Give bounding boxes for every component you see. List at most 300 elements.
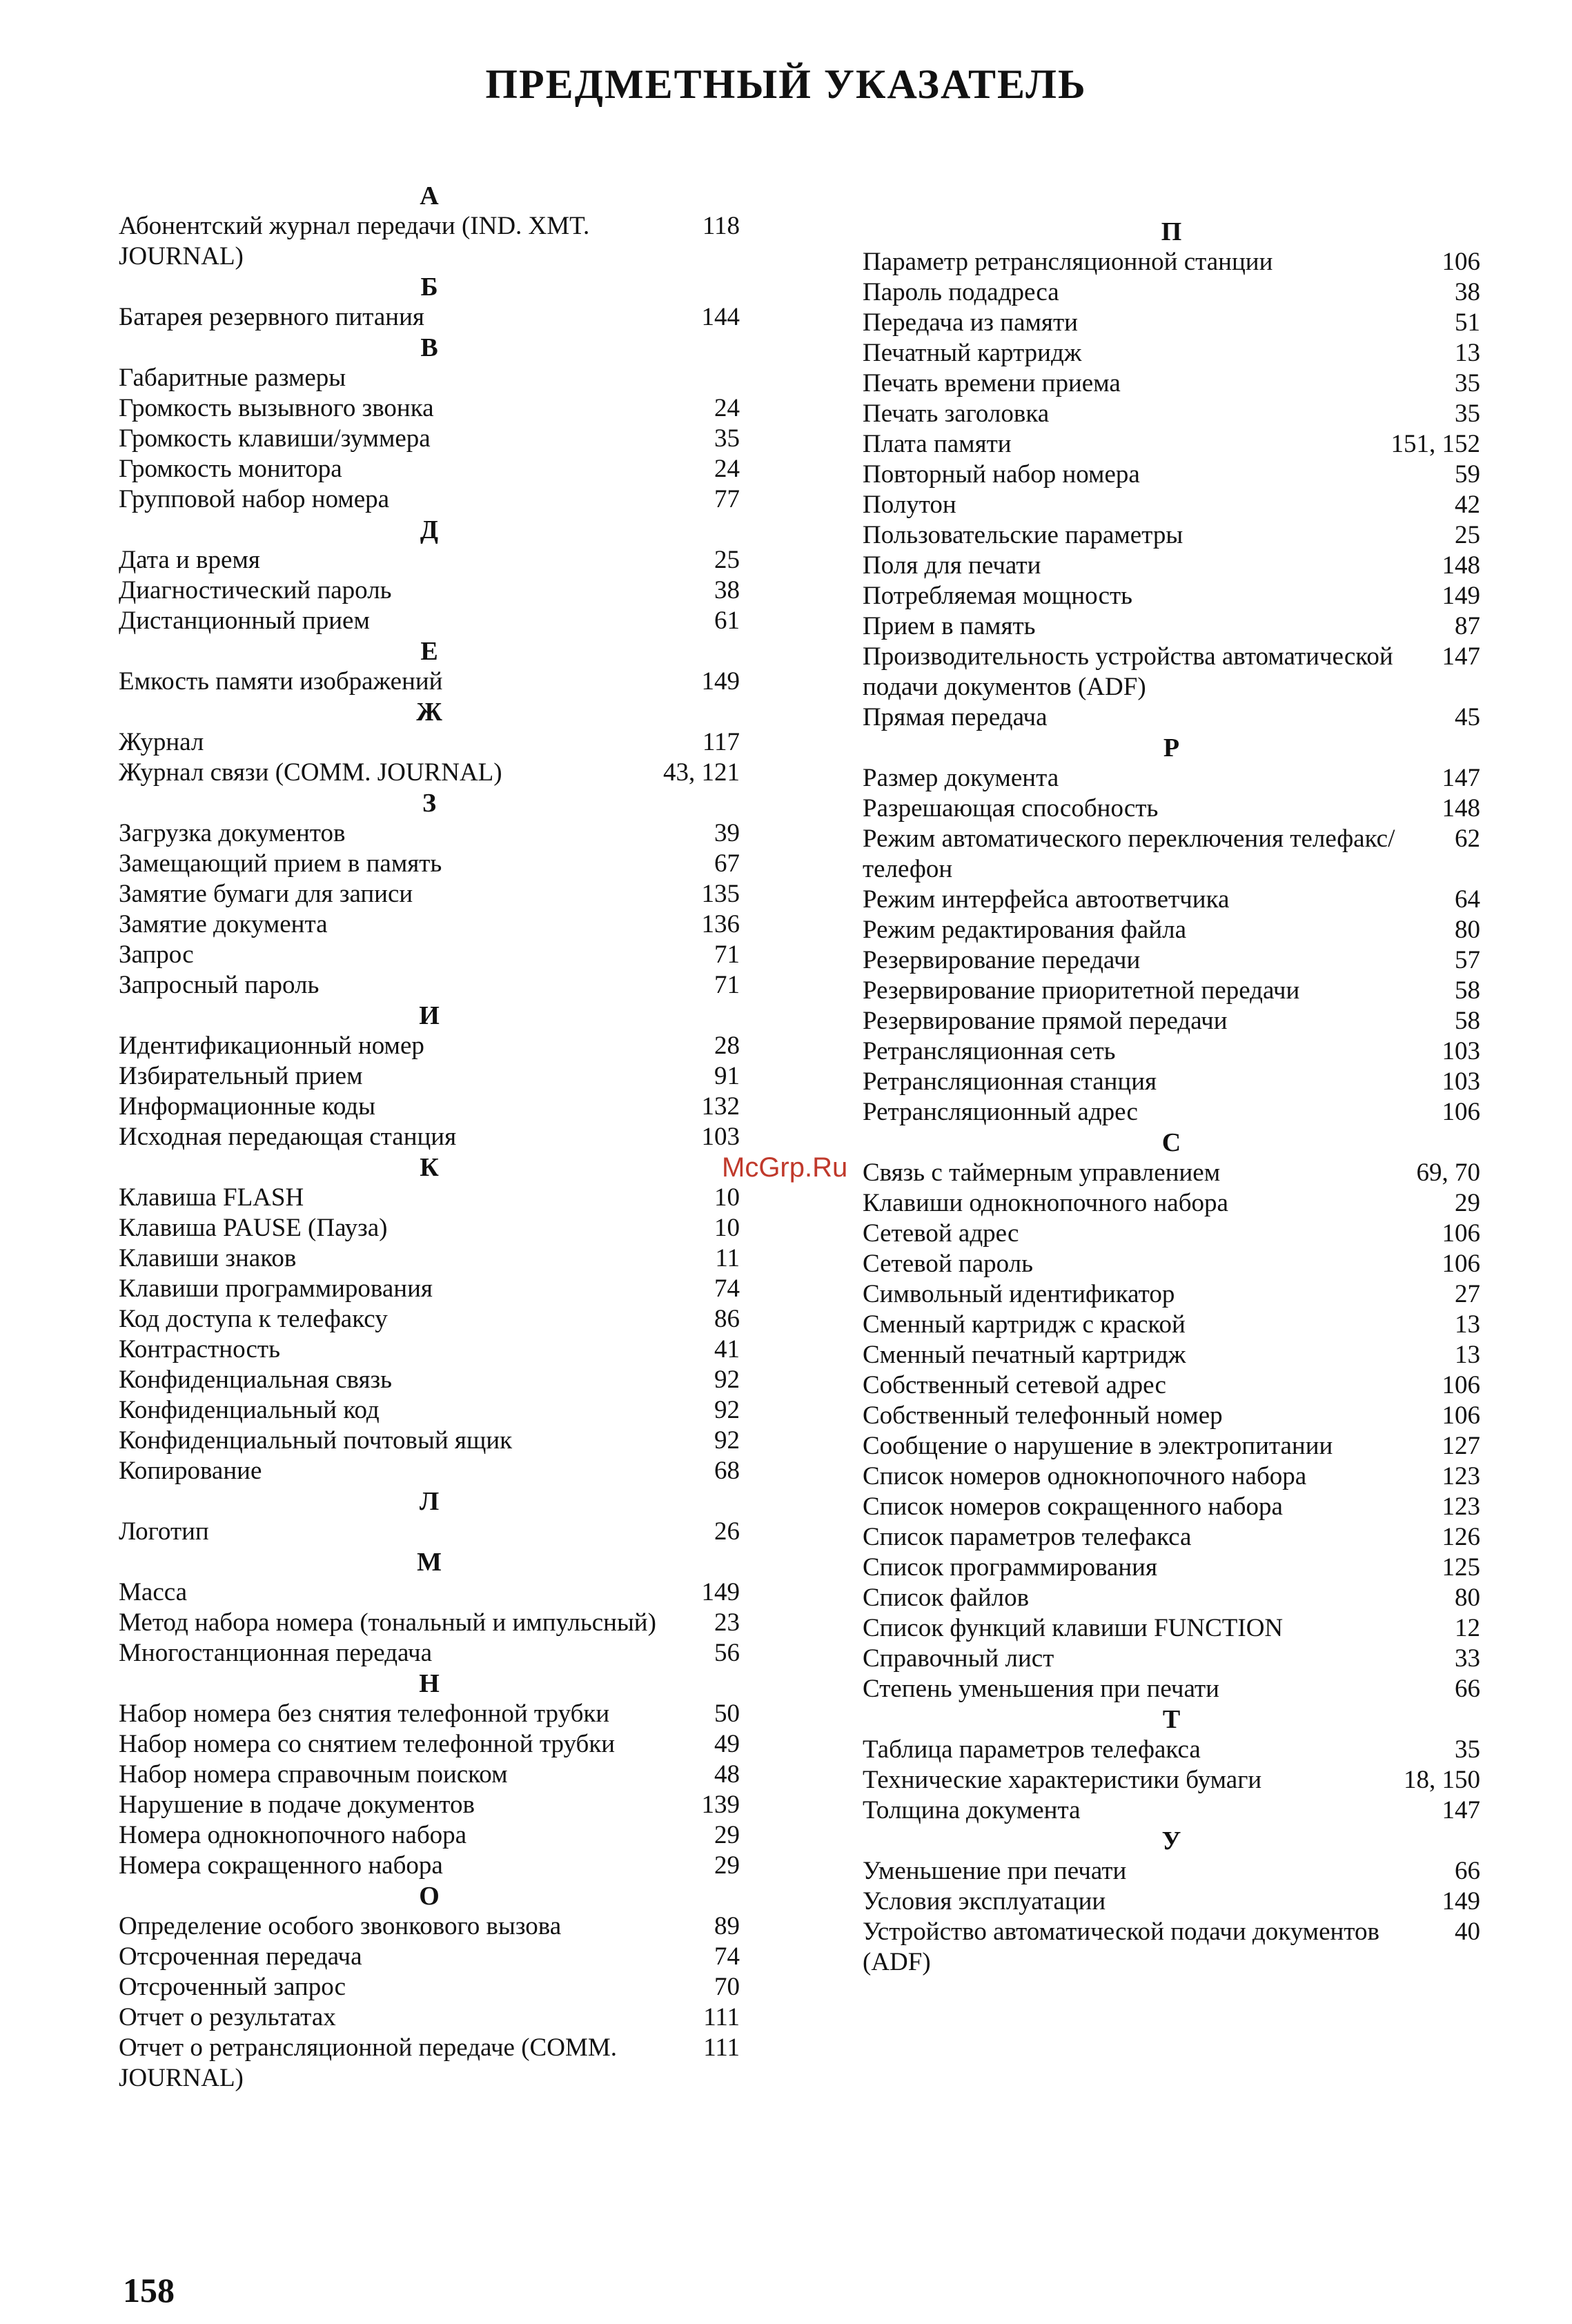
index-column-right — [863, 217, 1480, 1978]
index-entry — [863, 1765, 1480, 1795]
entry-pages: 71 — [714, 971, 740, 999]
entry-term: Клавиша FLASH — [119, 1183, 304, 1212]
entry-pages: 58 — [1455, 1007, 1480, 1035]
entry-term: Дистанционный прием — [119, 607, 370, 635]
entry-pages: 149 — [1442, 582, 1480, 610]
index-entry — [863, 1279, 1480, 1310]
index-entry — [119, 1911, 740, 1942]
section-letter: О — [419, 1882, 440, 1911]
entry-pages: 51 — [1455, 308, 1480, 337]
index-entry — [863, 1917, 1480, 1978]
entry-term: Диагностический пароль — [119, 576, 392, 604]
entry-term: Таблица параметров телефакса — [863, 1735, 1201, 1764]
entry-pages: 92 — [714, 1396, 740, 1424]
index-entry — [119, 1729, 740, 1760]
entry-term: Номера сокращенного набора — [119, 1851, 443, 1880]
entry-pages: 68 — [714, 1457, 740, 1485]
index-entry — [119, 484, 740, 515]
entry-pages: 71 — [714, 941, 740, 969]
index-entry — [863, 611, 1480, 642]
entry-term: Плата памяти — [863, 430, 1012, 458]
index-section — [119, 1881, 740, 2094]
section-letter: М — [417, 1548, 442, 1577]
entry-pages: 77 — [714, 485, 740, 513]
entry-pages: 70 — [714, 1973, 740, 2001]
entry-term: Режим автоматического переключения телефакс/телефон — [863, 825, 1395, 883]
index-entry — [119, 879, 740, 909]
index-entry — [119, 606, 740, 636]
entry-term: Загрузка документов — [119, 819, 346, 847]
entry-pages: 147 — [1442, 642, 1480, 671]
index-section — [119, 697, 740, 788]
entry-pages: 91 — [714, 1062, 740, 1090]
entry-term: Запросный пароль — [119, 971, 320, 999]
index-entry — [119, 1395, 740, 1426]
entry-pages: 111 — [703, 2034, 740, 2062]
entry-pages: 13 — [1455, 1341, 1480, 1369]
entry-pages: 25 — [1455, 521, 1480, 549]
index-entry — [863, 824, 1480, 885]
entry-term: Производительность устройства автоматической подачи документов (ADF) — [863, 642, 1393, 701]
index-entry — [119, 1213, 740, 1243]
entry-term: Резервирование прямой передачи — [863, 1007, 1228, 1035]
entry-term: Список файлов — [863, 1584, 1030, 1612]
index-entry — [119, 1456, 740, 1486]
index-section — [119, 1001, 740, 1152]
entry-pages: 151, 152 — [1391, 430, 1480, 458]
index-entry — [119, 849, 740, 879]
index-entry — [119, 1274, 740, 1304]
index-entry — [863, 915, 1480, 945]
entry-term: Конфиденциальный код — [119, 1396, 380, 1424]
entry-term: Резервирование передачи — [863, 946, 1141, 974]
entry-pages: 10 — [714, 1214, 740, 1242]
entry-term: Определение особого звонкового вызова — [119, 1912, 562, 1940]
entry-term: Сетевой пароль — [863, 1250, 1033, 1278]
entry-term: Пользовательские параметры — [863, 521, 1183, 549]
entry-term: Собственный сетевой адрес — [863, 1371, 1166, 1399]
entry-pages: 35 — [714, 424, 740, 453]
entry-pages: 48 — [714, 1760, 740, 1789]
entry-term: Сообщение о нарушение в электропитании — [863, 1432, 1333, 1460]
entry-pages: 67 — [714, 849, 740, 878]
entry-term: Устройство автоматической подачи документов (ADF) — [863, 1918, 1379, 1976]
entry-pages: 139 — [701, 1791, 740, 1819]
entry-pages: 106 — [1442, 1371, 1480, 1399]
watermark: McGrp.Ru — [722, 1152, 848, 1183]
entry-pages: 57 — [1455, 946, 1480, 974]
index-entry — [863, 976, 1480, 1006]
entry-pages: 42 — [1455, 491, 1480, 519]
entry-term: Условия эксплуатации — [863, 1887, 1106, 1916]
section-letter: Б — [420, 273, 438, 302]
entry-pages: 148 — [1442, 551, 1480, 580]
entry-pages: 24 — [714, 394, 740, 422]
entry-term: Замещающий прием в память — [119, 849, 442, 878]
entry-term: Габаритные размеры — [119, 364, 346, 392]
entry-term: Громкость монитора — [119, 455, 342, 483]
index-entry — [119, 1426, 740, 1456]
entry-pages: 24 — [714, 455, 740, 483]
entry-term: Клавиши однокнопочного набора — [863, 1189, 1228, 1217]
entry-pages: 149 — [701, 667, 740, 696]
section-letter: Е — [420, 637, 438, 666]
entry-term: Список параметров телефакса — [863, 1523, 1192, 1551]
entry-term: Уменьшение при печати — [863, 1857, 1127, 1885]
entry-pages: 50 — [714, 1700, 740, 1728]
index-entry — [863, 1310, 1480, 1340]
index-entry — [863, 1674, 1480, 1704]
entry-pages: 26 — [714, 1517, 740, 1546]
index-entry — [863, 1795, 1480, 1826]
entry-pages: 13 — [1455, 1310, 1480, 1339]
entry-term: Отчет о результатах — [119, 2003, 336, 2031]
index-entry — [863, 277, 1480, 308]
entry-pages: 66 — [1455, 1675, 1480, 1703]
index-entry — [863, 1188, 1480, 1219]
entry-term: Избирательный прием — [119, 1062, 363, 1090]
index-entry — [863, 1461, 1480, 1492]
index-entry — [119, 363, 740, 393]
index-entry — [119, 1760, 740, 1790]
index-entry — [119, 909, 740, 940]
index-entry — [863, 702, 1480, 733]
entry-term: Отсроченный запрос — [119, 1973, 346, 2001]
entry-term: Прием в память — [863, 612, 1036, 640]
index-section — [863, 733, 1480, 1127]
entry-term: Параметр ретрансляционной станции — [863, 248, 1273, 276]
entry-pages: 106 — [1442, 1219, 1480, 1248]
index-entry — [119, 970, 740, 1001]
entry-term: Список функций клавиши FUNCTION — [863, 1614, 1284, 1642]
section-letter: С — [1161, 1128, 1181, 1157]
entry-pages: 10 — [714, 1183, 740, 1212]
entry-pages: 11 — [715, 1244, 740, 1272]
entry-term: Журнал — [119, 728, 204, 756]
index-entry — [119, 575, 740, 606]
entry-term: Печать времени приема — [863, 369, 1121, 397]
section-letter: У — [1161, 1826, 1181, 1855]
entry-pages: 23 — [714, 1608, 740, 1637]
entry-term: Копирование — [119, 1457, 262, 1485]
entry-term: Замятие бумаги для записи — [119, 880, 413, 908]
entry-pages: 106 — [1442, 1250, 1480, 1278]
index-entry — [863, 1249, 1480, 1279]
entry-term: Справочный лист — [863, 1644, 1054, 1673]
entry-pages: 29 — [1455, 1189, 1480, 1217]
entry-pages: 41 — [714, 1335, 740, 1363]
entry-pages: 38 — [1455, 278, 1480, 306]
section-letter: Ж — [416, 698, 442, 727]
entry-term: Информационные коды — [119, 1092, 375, 1121]
entry-term: Отсроченная передача — [119, 1942, 362, 1971]
index-entry — [119, 1061, 740, 1092]
index-section — [863, 217, 1480, 733]
entry-pages: 29 — [714, 1821, 740, 1849]
entry-pages: 12 — [1455, 1614, 1480, 1642]
entry-pages: 92 — [714, 1366, 740, 1394]
entry-pages: 92 — [714, 1426, 740, 1455]
index-entry — [119, 1699, 740, 1729]
index-entry — [119, 940, 740, 970]
section-letter: Л — [419, 1487, 440, 1516]
index-entry — [119, 1790, 740, 1820]
entry-term: Клавиши знаков — [119, 1244, 297, 1272]
section-letter: Т — [1162, 1705, 1181, 1734]
index-entry — [863, 1644, 1480, 1674]
index-entry — [863, 338, 1480, 368]
entry-pages: 86 — [714, 1305, 740, 1333]
section-letter: А — [420, 181, 439, 210]
entry-pages: 106 — [1442, 1098, 1480, 1126]
entry-pages: 59 — [1455, 460, 1480, 489]
entry-pages: 127 — [1442, 1432, 1480, 1460]
entry-term: Технические характеристики бумаги — [863, 1766, 1262, 1794]
entry-term: Контрастность — [119, 1335, 280, 1363]
index-entry — [119, 1365, 740, 1395]
entry-pages: 39 — [714, 819, 740, 847]
section-letter: Р — [1163, 733, 1180, 762]
index-entry — [863, 581, 1480, 611]
index-entry — [863, 1583, 1480, 1613]
entry-pages: 118 — [702, 212, 740, 240]
section-letter: К — [420, 1153, 439, 1182]
entry-pages: 103 — [1442, 1037, 1480, 1065]
index-entry — [863, 1219, 1480, 1249]
page-number: 158 — [123, 2271, 175, 2310]
index-entry — [119, 1243, 740, 1274]
index-entry — [119, 454, 740, 484]
entry-term: Емкость памяти изображений — [119, 667, 443, 696]
index-entry — [119, 1577, 740, 1608]
index-entry — [119, 758, 740, 788]
index-entry — [119, 393, 740, 424]
entry-pages: 135 — [701, 880, 740, 908]
entry-term: Ретрансляционная сеть — [863, 1037, 1116, 1065]
entry-term: Логотип — [119, 1517, 209, 1546]
index-entry — [863, 642, 1480, 702]
index-entry — [119, 2033, 740, 2094]
index-entry — [863, 1856, 1480, 1887]
index-entry — [863, 1370, 1480, 1401]
entry-term: Групповой набор номера — [119, 485, 390, 513]
entry-pages: 123 — [1442, 1493, 1480, 1521]
entry-pages: 13 — [1455, 339, 1480, 367]
entry-pages: 18, 150 — [1404, 1766, 1480, 1794]
entry-pages: 64 — [1455, 885, 1480, 914]
index-section — [119, 333, 740, 515]
entry-term: Символьный идентификатор — [863, 1280, 1175, 1308]
index-entry — [863, 1887, 1480, 1917]
entry-term: Абонентский журнал передачи (IND. XMT. JOURNAL) — [119, 212, 590, 270]
index-entry — [863, 1340, 1480, 1370]
entry-pages: 69, 70 — [1416, 1159, 1480, 1187]
entry-pages: 29 — [714, 1851, 740, 1880]
entry-pages: 111 — [703, 2003, 740, 2031]
entry-pages: 56 — [714, 1639, 740, 1667]
index-entry — [119, 1972, 740, 2002]
entry-pages: 61 — [714, 607, 740, 635]
index-entry — [119, 1183, 740, 1213]
entry-term: Прямая передача — [863, 703, 1048, 731]
entry-pages: 123 — [1442, 1462, 1480, 1490]
entry-pages: 125 — [1442, 1553, 1480, 1582]
entry-term: Повторный набор номера — [863, 460, 1140, 489]
entry-pages: 49 — [714, 1730, 740, 1758]
index-entry — [863, 247, 1480, 277]
index-section — [119, 1668, 740, 1881]
entry-term: Набор номера без снятия телефонной трубки — [119, 1700, 610, 1728]
index-entry — [863, 460, 1480, 490]
entry-term: Список номеров сокращенного набора — [863, 1493, 1283, 1521]
entry-term: Клавиша PAUSE (Пауза) — [119, 1214, 388, 1242]
entry-term: Масса — [119, 1578, 188, 1606]
index-entry — [863, 490, 1480, 520]
entry-term: Собственный телефонный номер — [863, 1401, 1223, 1430]
entry-term: Степень уменьшения при печати — [863, 1675, 1219, 1703]
entry-term: Размер документа — [863, 764, 1059, 792]
index-column-left — [119, 181, 740, 2094]
index-entry — [119, 1608, 740, 1638]
entry-term: Ретрансляционный адрес — [863, 1098, 1138, 1126]
entry-pages: 25 — [714, 546, 740, 574]
entry-term: Толщина документа — [863, 1796, 1081, 1824]
index-entry — [119, 1851, 740, 1881]
entry-pages: 106 — [1442, 1401, 1480, 1430]
entry-pages: 74 — [714, 1942, 740, 1971]
entry-pages: 117 — [702, 728, 740, 756]
entry-term: Исходная передающая станция — [119, 1123, 457, 1151]
index-entry — [863, 885, 1480, 915]
entry-term: Передача из памяти — [863, 308, 1078, 337]
entry-pages: 144 — [701, 303, 740, 331]
entry-pages: 80 — [1455, 1584, 1480, 1612]
index-entry — [863, 1613, 1480, 1644]
index-entry — [863, 763, 1480, 794]
entry-pages: 38 — [714, 576, 740, 604]
entry-term: Связь с таймерным управлением — [863, 1159, 1221, 1187]
section-letter: З — [422, 789, 437, 818]
entry-term: Конфиденциальный почтовый ящик — [119, 1426, 513, 1455]
index-entry — [863, 520, 1480, 551]
index-entry — [863, 1492, 1480, 1522]
index-section — [119, 515, 740, 636]
index-entry — [119, 1335, 740, 1365]
entry-term: Печать заголовка — [863, 400, 1050, 428]
entry-pages: 28 — [714, 1032, 740, 1060]
entry-pages: 40 — [1455, 1918, 1480, 1946]
index-entry — [863, 429, 1480, 460]
index-section — [863, 1826, 1480, 1978]
entry-term: Громкость вызывного звонка — [119, 394, 434, 422]
entry-pages: 149 — [701, 1578, 740, 1606]
index-section — [119, 1547, 740, 1668]
entry-term: Ретрансляционная станция — [863, 1067, 1157, 1096]
index-entry — [119, 424, 740, 454]
index-entry — [863, 794, 1480, 824]
index-entry — [119, 727, 740, 758]
page-title: ПРЕДМЕТНЫЙ УКАЗАТЕЛЬ — [485, 61, 1087, 107]
index-entry — [119, 1031, 740, 1061]
entry-pages: 45 — [1455, 703, 1480, 731]
entry-term: Батарея резервного питания — [119, 303, 424, 331]
entry-term: Сетевой адрес — [863, 1219, 1019, 1248]
index-entry — [119, 667, 740, 697]
entry-pages: 80 — [1455, 916, 1480, 944]
index-entry — [863, 308, 1480, 338]
entry-term: Дата и время — [119, 546, 260, 574]
index-section — [119, 1486, 740, 1547]
index-entry — [119, 1122, 740, 1152]
entry-pages: 35 — [1455, 400, 1480, 428]
index-entry — [863, 1006, 1480, 1036]
entry-term: Список программирования — [863, 1553, 1157, 1582]
index-entry — [863, 945, 1480, 976]
entry-term: Нарушение в подаче документов — [119, 1791, 475, 1819]
entry-pages: 58 — [1455, 976, 1480, 1005]
entry-term: Резервирование приоритетной передачи — [863, 976, 1300, 1005]
entry-term: Конфиденциальная связь — [119, 1366, 393, 1394]
entry-term: Идентификационный номер — [119, 1032, 424, 1060]
entry-pages: 33 — [1455, 1644, 1480, 1673]
entry-pages: 148 — [1442, 794, 1480, 823]
entry-term: Набор номера справочным поиском — [119, 1760, 508, 1789]
entry-term: Печатный картридж — [863, 339, 1082, 367]
index-entry — [863, 1522, 1480, 1553]
entry-term: Журнал связи (COMM. JOURNAL) — [119, 758, 502, 787]
index-entry — [119, 2002, 740, 2033]
index-section — [119, 788, 740, 1001]
section-letter: Н — [419, 1669, 440, 1698]
entry-term: Режим редактирования файла — [863, 916, 1187, 944]
entry-pages: 66 — [1455, 1857, 1480, 1885]
section-letter: Д — [420, 515, 439, 544]
entry-term: Пароль подадреса — [863, 278, 1059, 306]
entry-pages: 43, 121 — [663, 758, 740, 787]
entry-pages: 74 — [714, 1274, 740, 1303]
entry-term: Громкость клавиши/зуммера — [119, 424, 431, 453]
entry-pages: 149 — [1442, 1887, 1480, 1916]
index-entry — [863, 1431, 1480, 1461]
index-entry — [863, 368, 1480, 399]
entry-term: Замятие документа — [119, 910, 328, 938]
index-section — [119, 181, 740, 272]
index-entry — [119, 1304, 740, 1335]
index-section — [119, 636, 740, 697]
index-entry — [119, 1517, 740, 1547]
entry-pages: 62 — [1455, 825, 1480, 853]
entry-pages: 103 — [701, 1123, 740, 1151]
index-entry — [863, 1158, 1480, 1188]
entry-term: Клавиши программирования — [119, 1274, 433, 1303]
index-section — [119, 1152, 740, 1486]
entry-term: Многостанционная передача — [119, 1639, 432, 1667]
entry-term: Потребляемая мощность — [863, 582, 1133, 610]
index-entry — [863, 1401, 1480, 1431]
index-entry — [119, 1638, 740, 1668]
index-entry — [863, 1036, 1480, 1067]
entry-term: Набор номера со снятием телефонной трубки — [119, 1730, 616, 1758]
index-section — [863, 1704, 1480, 1826]
index-entry — [119, 1820, 740, 1851]
index-entry — [863, 1735, 1480, 1765]
entry-term: Код доступа к телефаксу — [119, 1305, 388, 1333]
entry-term: Полутон — [863, 491, 956, 519]
entry-pages: 87 — [1455, 612, 1480, 640]
section-letter: И — [419, 1001, 440, 1030]
entry-pages: 147 — [1442, 764, 1480, 792]
entry-term: Сменный картридж с краской — [863, 1310, 1186, 1339]
